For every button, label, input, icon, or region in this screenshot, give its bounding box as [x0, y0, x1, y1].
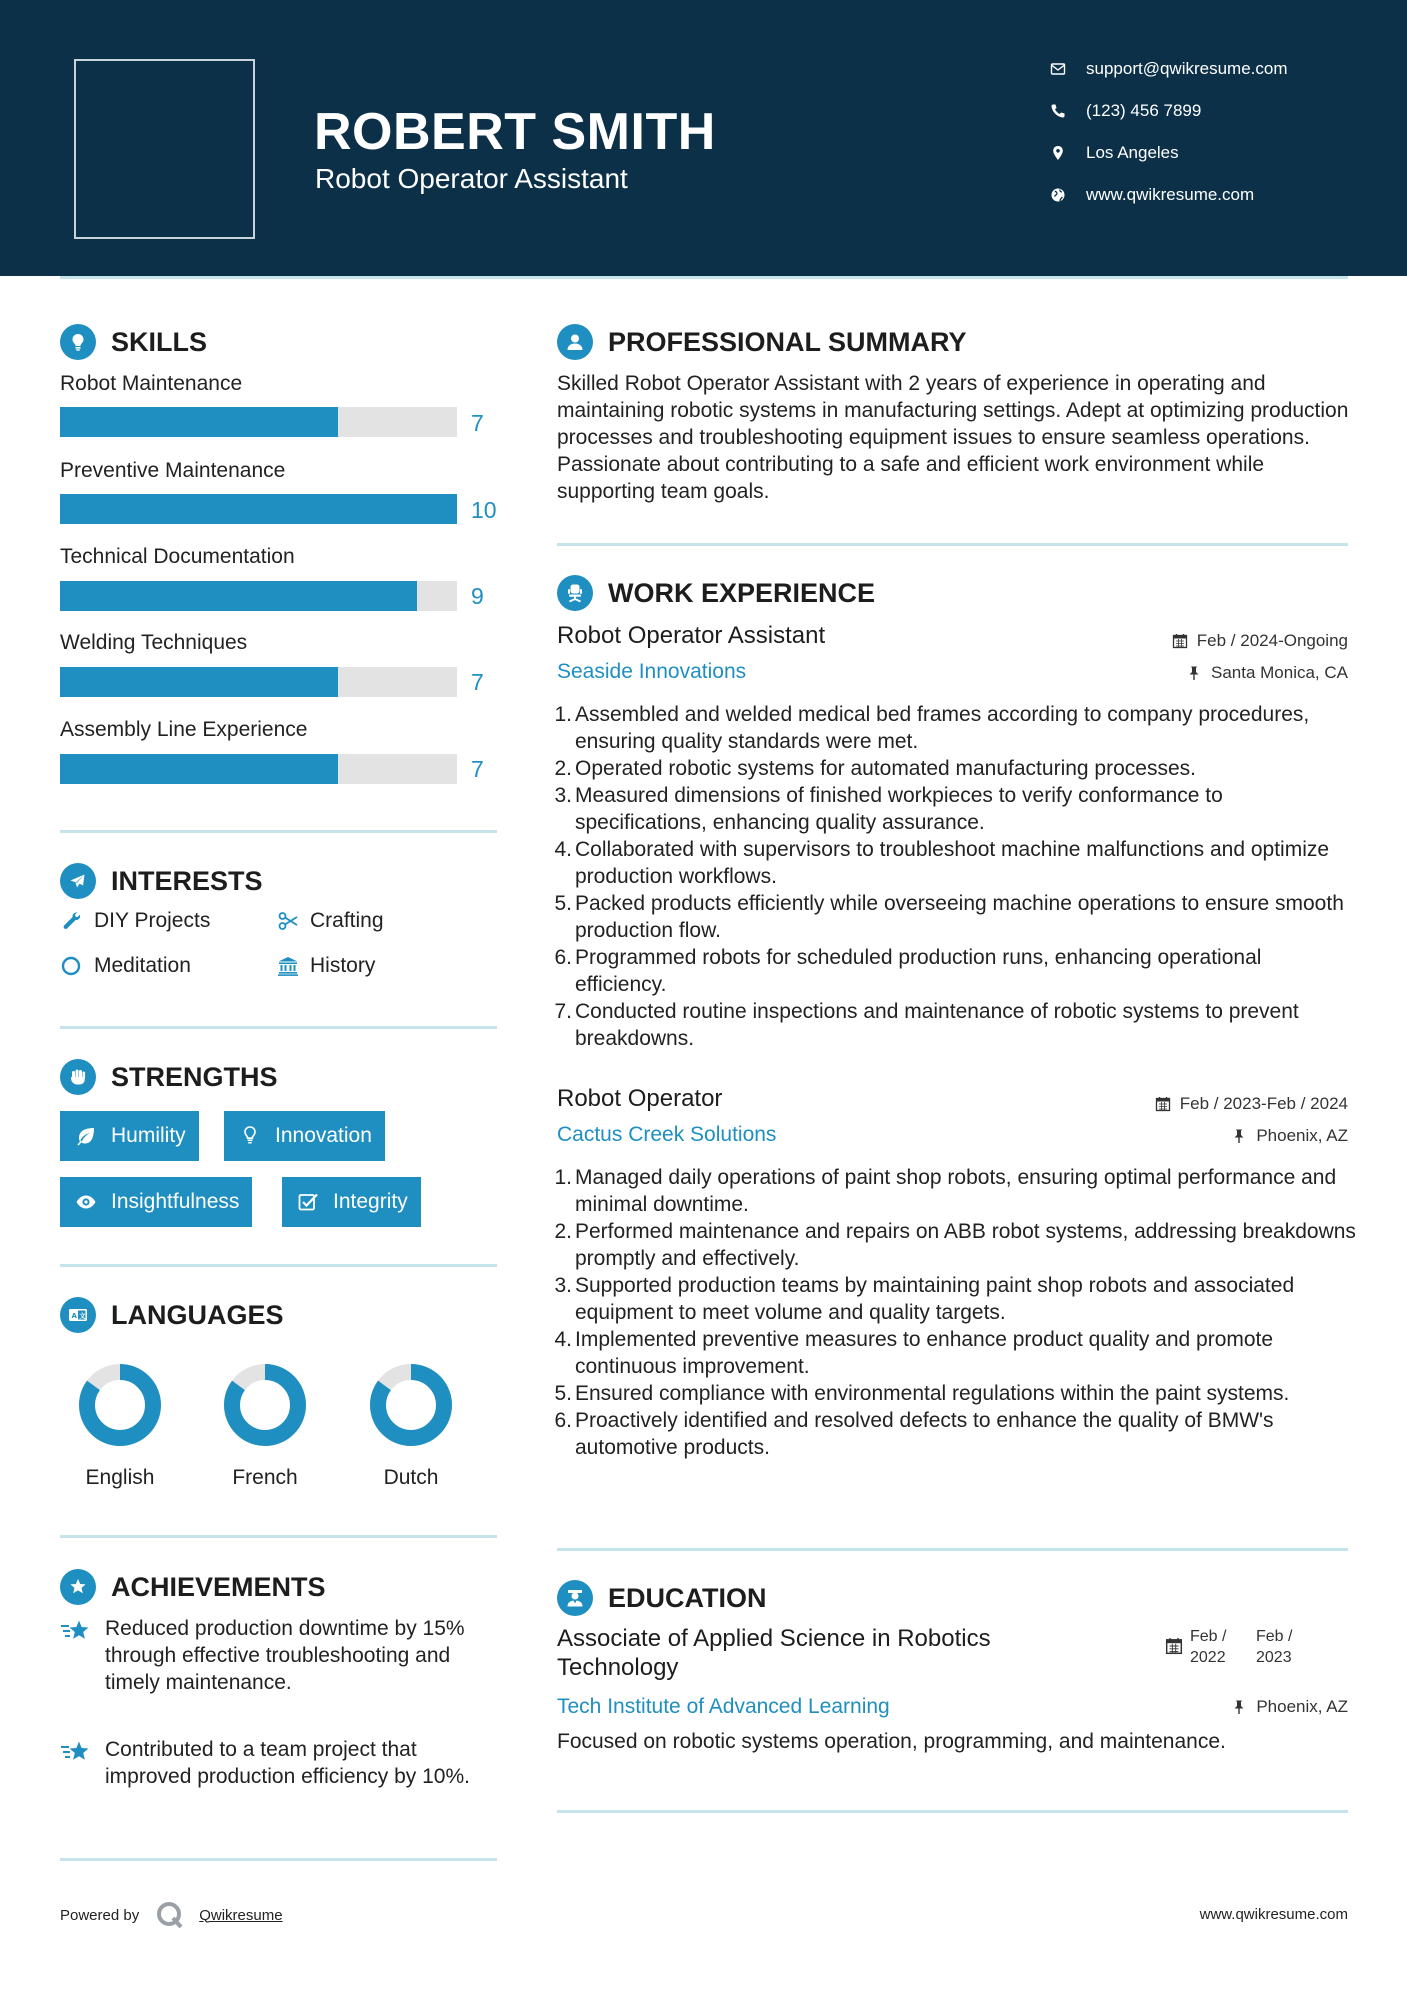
strength-label: Insightfulness	[111, 1190, 240, 1213]
interest-label: History	[310, 954, 376, 977]
education-location	[1230, 1697, 1348, 1717]
experience-heading	[557, 575, 875, 611]
education-end-line2: 2023	[1256, 1649, 1292, 1666]
skill-value: 9	[471, 583, 484, 609]
header-divider	[60, 276, 1348, 279]
strength-label: Innovation	[275, 1124, 372, 1147]
contact-location-text: Los Angeles	[1086, 143, 1179, 162]
skill-label: Technical Documentation	[60, 545, 295, 568]
job-bullet: 2. Performed maintenance and repairs on ABB robot systems, addressing breakdowns promptly and effectively.	[554, 1220, 1356, 1270]
job-bullet-text: Implemented preventive measures to enhance product quality and promote continuous improvement.	[575, 1328, 1274, 1378]
pushpin-icon	[1230, 1698, 1248, 1716]
interest-item	[60, 909, 210, 933]
job-dates-text: Feb / 2024-Ongoing	[1196, 631, 1348, 650]
job-bullet: 7. Conducted routine inspections and maintenance of robotic systems to prevent breakdowns.	[554, 1000, 1299, 1050]
qwikresume-logo-icon	[155, 1900, 185, 1930]
svg-text:A: A	[71, 1312, 77, 1321]
lightbulb-icon	[237, 1125, 263, 1147]
language-donut	[77, 1362, 163, 1448]
job-bullet-text: Ensured compliance with environmental regulations within the paint systems.	[575, 1382, 1290, 1405]
job-bullet: 4. Collaborated with supervisors to troubleshoot machine malfunctions and optimize production workflows.	[554, 838, 1330, 888]
contact-phone[interactable]	[1048, 96, 1378, 126]
education-end-date	[1256, 1626, 1322, 1668]
job-bullet: 5. Ensured compliance with environmental regulations within the paint systems.	[554, 1382, 1290, 1405]
education-heading	[557, 1580, 767, 1616]
resume-header	[0, 0, 1407, 276]
section-divider	[557, 1810, 1348, 1813]
strength-label: Integrity	[333, 1190, 408, 1213]
job-bullet-text: Supported production teams by maintaining paint shop robots and associated equipment to meet volume and quality targets.	[575, 1274, 1295, 1324]
strengths-heading	[60, 1059, 278, 1095]
skill-bar-fill	[60, 407, 338, 437]
interest-item	[276, 909, 384, 933]
section-divider	[557, 543, 1348, 546]
job-bullet-text: Measured dimensions of finished workpieces to verify conformance to specifications, enhancing quality assurance.	[575, 784, 1223, 834]
section-divider	[557, 1548, 1348, 1551]
candidate-name: ROBERT SMITH	[314, 103, 716, 161]
envelope-icon	[1048, 59, 1068, 79]
powered-by-text: Powered by	[60, 1906, 140, 1924]
job-title: Robot Operator	[557, 1085, 723, 1112]
candidate-title: Robot Operator Assistant	[315, 163, 628, 194]
skill-bar-fill	[60, 494, 457, 524]
education-start-date	[1190, 1626, 1256, 1668]
phone-icon	[1048, 101, 1068, 121]
job-bullet: 4. Implemented preventive measures to enhance product quality and promote continuous improvement.	[554, 1328, 1274, 1378]
job-bullet: 1. Managed daily operations of paint shop robots, ensuring optimal performance and minimal downtime.	[554, 1166, 1337, 1216]
pushpin-icon	[1185, 664, 1203, 682]
education-start-line2: 2022	[1190, 1649, 1226, 1666]
interest-item	[60, 954, 191, 978]
school-name: Tech Institute of Advanced Learning	[557, 1695, 890, 1718]
map-pin-icon	[1048, 143, 1068, 163]
job-bullet-text: Proactively identified and resolved defects to enhance the quality of BMW's automotive products.	[575, 1409, 1274, 1459]
strength-tag	[60, 1177, 252, 1227]
strength-tag	[60, 1111, 199, 1161]
achievement-text: Contributed to a team project that improved production efficiency by 10%.	[105, 1738, 470, 1788]
job-location	[1230, 1126, 1348, 1146]
interests-heading	[60, 863, 263, 899]
education-heading-text: EDUCATION	[608, 1582, 767, 1613]
skill-bar-track	[60, 494, 457, 524]
star-icon	[60, 1619, 92, 1645]
job-title: Robot Operator Assistant	[557, 622, 826, 649]
interest-item	[276, 954, 375, 978]
user-icon	[557, 324, 593, 360]
skill-value: 7	[471, 669, 484, 695]
job-bullet-text: Collaborated with supervisors to troubleshoot machine malfunctions and optimize production workflows.	[575, 838, 1330, 888]
calendar-icon	[1171, 632, 1189, 650]
job-bullet-text: Packed products efficiently while overseeing machine operations to ensure smooth production flow.	[575, 892, 1344, 942]
job-location-text: Santa Monica, CA	[1210, 663, 1348, 682]
skill-label: Welding Techniques	[60, 631, 248, 654]
strengths-heading-text: STRENGTHS	[111, 1061, 278, 1092]
raised-fist-icon	[60, 1059, 96, 1095]
company-name: Cactus Creek Solutions	[557, 1123, 777, 1146]
language-item	[200, 1362, 330, 1502]
lightbulb-icon	[60, 324, 96, 360]
skill-bar-track	[60, 754, 457, 784]
pushpin-icon	[1230, 1127, 1248, 1145]
job-bullets	[554, 701, 1357, 1052]
contact-email-text: support@qwikresume.com	[1086, 59, 1288, 78]
job-bullet-text: Conducted routine inspections and maintenance of robotic systems to prevent breakdowns.	[575, 1000, 1299, 1050]
circle-icon	[60, 954, 84, 978]
company-name: Seaside Innovations	[557, 660, 747, 683]
language-donut	[368, 1362, 454, 1448]
section-divider	[60, 1858, 497, 1861]
summary-heading-text: PROFESSIONAL SUMMARY	[608, 326, 967, 357]
job-bullet: 1. Assembled and welded medical bed frames according to company procedures, ensuring quality standards were met.	[554, 703, 1310, 753]
skill-bar-track	[60, 407, 457, 437]
language-label: French	[232, 1466, 298, 1489]
section-divider	[60, 830, 497, 833]
achievements-heading	[60, 1569, 326, 1605]
profile-photo-placeholder	[74, 59, 255, 239]
education-end-line1: Feb /	[1256, 1628, 1293, 1645]
calendar-icon	[1165, 1637, 1183, 1655]
job-bullet-text: Operated robotic systems for automated manufacturing processes.	[575, 757, 1196, 780]
job-bullet-text: Performed maintenance and repairs on ABB robot systems, addressing breakdowns promptly and effectively.	[575, 1220, 1356, 1270]
skills-heading	[60, 324, 207, 360]
achievement-text: Reduced production downtime by 15% through effective troubleshooting and timely maintenance.	[105, 1617, 465, 1694]
museum-icon	[276, 954, 300, 978]
job-bullet: 3. Supported production teams by maintaining paint shop robots and associated equipment to meet volume and quality targets.	[554, 1274, 1295, 1324]
strength-label: Humility	[111, 1124, 186, 1147]
globe-icon	[1048, 185, 1068, 205]
job-bullet: 2. Operated robotic systems for automated manufacturing processes.	[554, 757, 1196, 780]
language-label: Dutch	[383, 1466, 439, 1489]
paper-plane-icon	[60, 863, 96, 899]
qwikresume-link[interactable]: Qwikresume	[199, 1906, 283, 1924]
achievements-heading-text: ACHIEVEMENTS	[111, 1571, 326, 1602]
skills-heading-text: SKILLS	[111, 326, 208, 357]
contact-website-text: www.qwikresume.com	[1086, 185, 1255, 204]
check-square-icon	[295, 1191, 321, 1213]
language-label: English	[85, 1466, 155, 1489]
skill-value: 7	[471, 410, 484, 436]
language-item	[346, 1362, 476, 1502]
interests-heading-text: INTERESTS	[111, 865, 263, 896]
job-bullet-text: Assembled and welded medical bed frames according to company procedures, ensuring quality standards were met.	[575, 703, 1310, 753]
contact-website[interactable]	[1048, 180, 1378, 210]
job-bullet-text: Programmed robots for scheduled production runs, enhancing operational efficiency.	[575, 946, 1262, 996]
skill-label: Assembly Line Experience	[60, 718, 308, 741]
experience-heading-text: WORK EXPERIENCE	[608, 577, 876, 608]
calendar-icon	[1154, 1095, 1172, 1113]
education-location-text: Phoenix, AZ	[1256, 1697, 1348, 1716]
language-donut	[222, 1362, 308, 1448]
languages-heading-text: LANGUAGES	[111, 1299, 284, 1330]
skill-bar-fill	[60, 581, 417, 611]
footer-powered-by	[60, 1900, 283, 1930]
job-bullet: 6. Proactively identified and resolved defects to enhance the quality of BMW's automotive products.	[554, 1409, 1274, 1459]
wrench-icon	[60, 909, 84, 933]
skill-label: Robot Maintenance	[60, 372, 243, 395]
svg-text:文: 文	[79, 1312, 86, 1320]
contact-phone-text: (123) 456 7899	[1086, 101, 1202, 120]
job-location	[1185, 663, 1348, 683]
job-dates	[1154, 1094, 1348, 1114]
skill-value: 7	[471, 756, 484, 782]
education-start-line1: Feb /	[1190, 1628, 1227, 1645]
interest-label: Crafting	[310, 909, 384, 932]
job-bullet: 3. Measured dimensions of finished workpieces to verify conformance to specifications, enhancing quality assurance.	[554, 784, 1223, 834]
skill-bar-track	[60, 667, 457, 697]
job-bullet: 5. Packed products efficiently while overseeing machine operations to ensure smooth production flow.	[554, 892, 1344, 942]
office-chair-icon	[557, 575, 593, 611]
languages-heading	[60, 1297, 284, 1333]
graduate-icon	[557, 1580, 593, 1616]
leaf-icon	[73, 1125, 99, 1147]
star-icon	[60, 1740, 92, 1766]
job-dates-text: Feb / 2023-Feb / 2024	[1179, 1094, 1348, 1113]
skill-bar-fill	[60, 667, 338, 697]
skill-bar-track	[60, 581, 457, 611]
interest-label: Meditation	[94, 954, 191, 977]
section-divider	[60, 1026, 497, 1029]
strength-tag	[282, 1177, 421, 1227]
job-bullet-text: Managed daily operations of paint shop robots, ensuring optimal performance and minimal downtime.	[575, 1166, 1337, 1216]
job-location-text: Phoenix, AZ	[1256, 1126, 1348, 1145]
degree-title: Associate of Applied Science in Robotics Technology	[557, 1625, 991, 1681]
interest-label: DIY Projects	[94, 909, 211, 932]
job-bullets	[554, 1164, 1357, 1461]
skill-bar-fill	[60, 754, 338, 784]
section-divider	[60, 1264, 497, 1267]
skill-value: 10	[471, 497, 497, 523]
education-description: Focused on robotic systems operation, programming, and maintenance.	[557, 1730, 1226, 1753]
language-icon	[60, 1297, 96, 1333]
job-dates	[1171, 631, 1348, 651]
job-bullet: 6. Programmed robots for scheduled production runs, enhancing operational efficiency.	[554, 946, 1262, 996]
skill-label: Preventive Maintenance	[60, 459, 286, 482]
summary-heading	[557, 324, 967, 360]
education-dates	[1165, 1626, 1322, 1668]
section-divider	[60, 1535, 497, 1538]
strength-tag	[224, 1111, 385, 1161]
contact-location	[1048, 138, 1378, 168]
summary-text: Skilled Robot Operator Assistant with 2 years of experience in operating and maintaining robotic systems in manufacturing settings. Adept at optimizing production processes and troubleshooting equipment issues to ensure seamless operations. Passionate about contributing to a safe and efficient work environment while supporting team goals.	[557, 372, 1349, 503]
contact-email[interactable]	[1048, 54, 1378, 84]
star-badge-icon	[60, 1569, 96, 1605]
language-item	[55, 1362, 185, 1502]
footer-website[interactable]: www.qwikresume.com	[1199, 1906, 1348, 1923]
eye-icon	[73, 1191, 99, 1213]
scissors-icon	[276, 909, 300, 933]
